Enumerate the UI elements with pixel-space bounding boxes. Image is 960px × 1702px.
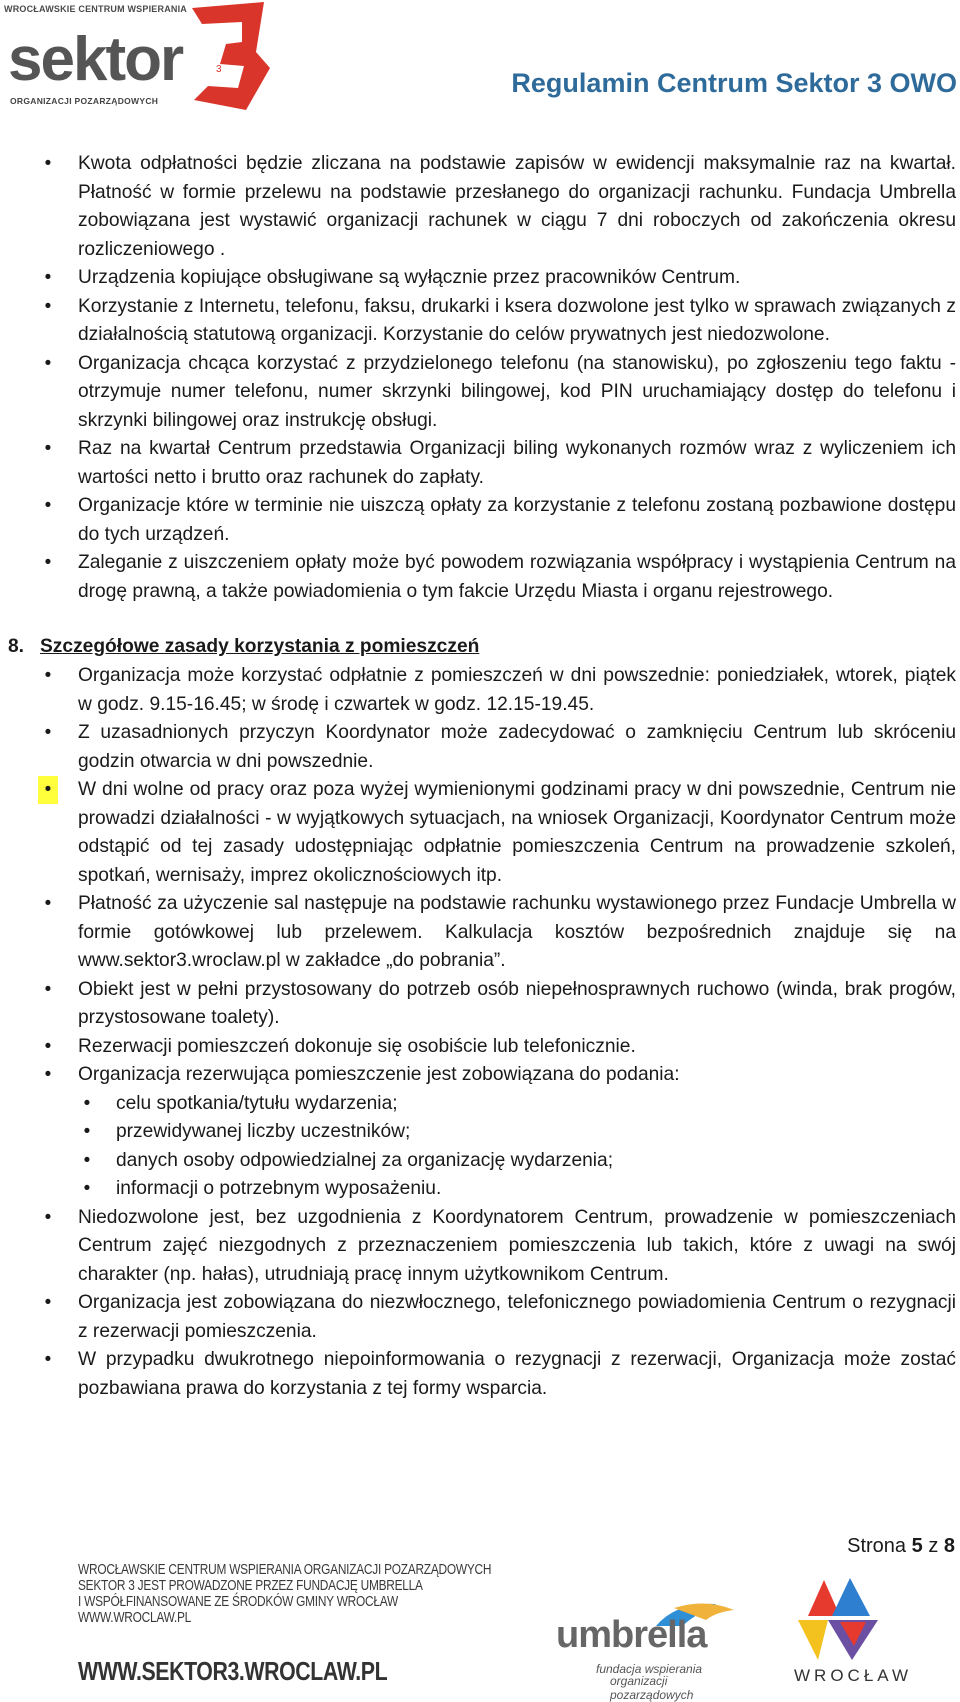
list-item-text: Zaleganie z uiszczeniem opłaty może być powodem rozwiązania współpracy i wystąpienia Centrum na drogę prawną, a także powiadomienia o tym fakcie Urzędu Miasta i organu rejestrowego.: [78, 552, 956, 602]
bullet-icon: •: [44, 1064, 52, 1085]
list-item: [0, 776, 960, 890]
bullet-icon: •: [44, 665, 52, 686]
list-item: [0, 1346, 960, 1403]
list-item: [0, 1033, 960, 1062]
bullet-icon: •: [44, 893, 52, 914]
list-item-text: danych osoby odpowiedzialnej za organizację wydarzenia;: [116, 1149, 614, 1171]
list-item-text: Organizacja chcąca korzystać z przydzielonego telefonu (na stanowisku), po zgłoszeniu tego faktu - otrzymuje numer telefonu, numer skrzynki bilingowej, kod PIN uruchamiający dostęp do telefonu i skrzynki bilingowej oraz instrukcję obsługi.: [78, 352, 956, 431]
sub-list-item: [0, 1175, 960, 1204]
list-item-text: Rezerwacji pomieszczeń dokonuje się osobiście lub telefonicznie.: [78, 1035, 636, 1057]
bullet-list-top: [0, 150, 960, 606]
logo-top-text: WROCŁAWSKIE CENTRUM WSPIERANIA: [4, 4, 187, 14]
umbrella-logo: [556, 1600, 746, 1702]
bullet-icon: •: [44, 438, 52, 459]
footer-line: I WSPÓŁFINANSOWANE ZE ŚRODKÓW GMINY WROCŁAW: [78, 1594, 398, 1610]
list-item: [0, 293, 960, 350]
bullet-icon: •: [44, 295, 52, 317]
bullet-list-end: [0, 1204, 960, 1404]
list-item-text: Raz na kwartał Centrum przedstawia Organizacji biling wykonanych rozmów wraz z wyliczeniem ich wartości netto i brutto oraz rachunek do zapłaty.: [78, 438, 956, 488]
footer-website: WWW.SEKTOR3.WROCLAW.PL: [78, 1656, 388, 1686]
list-item-text: celu spotkania/tytułu wydarzenia;: [116, 1092, 398, 1114]
list-item: [0, 1289, 960, 1346]
umbrella-tagline-1: fundacja wspierania: [596, 1662, 703, 1676]
list-item: [0, 150, 960, 264]
list-item-text: Niedozwolone jest, bez uzgodnienia z Koordynatorem Centrum, prowadzenie w pomieszczeniach Centrum zajęć niezgodnych z przeznaczeniem pomieszczenia lub takich, które z uwagi na swój charakter (np. hałas), utrudniają pracę innym użytkownikom Centrum.: [78, 1206, 956, 1285]
bullet-icon: •: [83, 1178, 91, 1199]
umbrella-wordmark: umbrella: [556, 1614, 707, 1656]
list-item-text: W dni wolne od pracy oraz poza wyżej wymienionymi godzinami pracy w dni powszednie, Centrum nie prowadzi działalności - w wyjątkowych sytuacjach, na wniosek Organizacji, Koordynator Centrum może odstąpić od tej zasady udostępniając odpłatnie pomieszczenia Centrum na prowadzenie szkoleń, spotkań, wernisaży, imprez okolicznościowych itp.: [78, 779, 956, 886]
list-item-text: Organizacja rezerwująca pomieszczenie jest zobowiązana do podania:: [78, 1064, 680, 1085]
bullet-icon: •: [44, 1035, 52, 1057]
list-item-text: Z uzasadnionych przyczyn Koordynator może zadecydować o zamknięciu Centrum lub skróceniu godzin otwarcia w dni powszednie.: [78, 722, 956, 772]
list-item-text: Płatność za użyczenie sal następuje na podstawie rachunku wystawionego przez Fundacje Umbrella w formie gotówkowej lub przelewem. Kalkulacja kosztów bezpośrednich znajduje się na www.sektor3.wroclaw.pl w zakładce „do pobrania”.: [78, 893, 956, 971]
bullet-icon: •: [44, 722, 52, 743]
wroclaw-emblem-icon: [788, 1576, 888, 1666]
bullet-icon: •: [83, 1121, 91, 1142]
bullet-icon: •: [44, 153, 52, 174]
footer-info: [78, 1562, 491, 1626]
page-number: [847, 1535, 955, 1558]
list-item-text: Urządzenia kopiujące obsługiwane są wyłącznie przez pracowników Centrum.: [78, 267, 741, 288]
list-item: [0, 976, 960, 1033]
logo-number: 3: [216, 64, 222, 75]
list-item: [0, 1061, 960, 1090]
list-item-text: informacji o potrzebnym wyposażeniu.: [116, 1178, 442, 1199]
sub-list-item: [0, 1118, 960, 1147]
section-heading: [0, 633, 960, 662]
list-item-text: przewidywanej liczby uczestników;: [116, 1121, 411, 1142]
bullet-icon: •: [83, 1149, 91, 1171]
list-item-text: Korzystanie z Internetu, telefonu, faksu, drukarki i ksera dozwolone jest tylko w sprawach związanych z działalnością statutową organizacji. Korzystanie do celów prywatnych jest niedozwolone.: [78, 295, 956, 345]
document-body: [0, 150, 960, 1403]
list-item: [0, 492, 960, 549]
wroclaw-wordmark: WROCŁAW: [794, 1666, 913, 1685]
list-item: [0, 662, 960, 719]
page-prefix: Strona: [847, 1535, 907, 1557]
list-item: [0, 549, 960, 606]
bullet-icon: •: [44, 552, 52, 573]
footer-line: WROCŁAWSKIE CENTRUM WSPIERANIA ORGANIZACJI POZARZĄDOWYCH: [78, 1562, 492, 1578]
highlighted-bullet-icon: •: [38, 776, 58, 804]
bullet-icon: •: [44, 978, 52, 1000]
bullet-icon: •: [44, 1206, 52, 1228]
page-current: 5: [911, 1535, 923, 1557]
logo-subtitle: ORGANIZACJI POZARZĄDOWYCH: [10, 96, 159, 106]
list-item-text: Organizacje które w terminie nie uiszczą opłaty za korzystanie z telefonu zostaną pozbawione dostępu do tych urządzeń.: [78, 495, 956, 545]
bullet-icon: •: [83, 1092, 91, 1114]
section-number: 8.: [8, 636, 25, 657]
sub-list-item: [0, 1147, 960, 1176]
page-header: [0, 0, 960, 120]
list-item: [0, 719, 960, 776]
logo-word: sektor: [8, 25, 183, 94]
list-item-text: Organizacja może korzystać odpłatnie z pomieszczeń w dni powszednie: poniedziałek, wtorek, piątek w godz. 9.15-16.45; w środę i czwartek w godz. 12.15-19.45.: [78, 665, 956, 715]
list-item: [0, 264, 960, 293]
list-item-text: Kwota odpłatności będzie zliczana na podstawie zapisów w ewidencji maksymalnie raz na kwartał. Płatność w formie przelewu na podstawie przesłanego do organizacji rachunku. Fundacja Umbrella zobowiązana jest wystawić organizacji rachunek w ciągu 7 dni roboczych od zakończenia okresu rozliczeniowego .: [78, 153, 956, 260]
bullet-icon: •: [44, 267, 52, 288]
footer-line: WWW.WROCLAW.PL: [78, 1610, 192, 1626]
list-item-text: Organizacja jest zobowiązana do niezwłocznego, telefonicznego powiadomienia Centrum o rezygnacji z rezerwacji pomieszczenia.: [78, 1292, 956, 1342]
bullet-icon: •: [44, 495, 52, 516]
bullet-list-section: [0, 662, 960, 1090]
sub-bullet-list: [0, 1090, 960, 1204]
bullet-icon: •: [44, 1292, 52, 1313]
bullet-icon: •: [44, 1349, 52, 1370]
wroclaw-logo: [788, 1576, 913, 1686]
bullet-icon: •: [44, 352, 52, 374]
logo-three-graphic: [186, 2, 270, 110]
section-title: Szczegółowe zasady korzystania z pomieszczeń: [40, 636, 480, 657]
footer-line: SEKTOR 3 JEST PROWADZONE PRZEZ FUNDACJĘ UMBRELLA: [78, 1578, 423, 1594]
list-item: [0, 350, 960, 436]
page-footer: [0, 1560, 960, 1702]
list-item-text: Obiekt jest w pełni przystosowany do potrzeb osób niepełnosprawnych ruchowo (winda, brak progów, przystosowane toalety).: [78, 978, 956, 1028]
page-sep: z: [928, 1535, 939, 1557]
sub-list-item: [0, 1090, 960, 1119]
list-item: [0, 435, 960, 492]
list-item: [0, 890, 960, 976]
list-item: [0, 1204, 960, 1290]
list-item-text: W przypadku dwukrotnego niepoinformowania o rezygnacji z rezerwacji, Organizacja może zostać pozbawiana prawa do korzystania z tej formy wsparcia.: [78, 1349, 956, 1399]
umbrella-tagline-2: organizacji pozarządowych: [610, 1674, 694, 1702]
page-total: 8: [943, 1535, 955, 1557]
document-title: Regulamin Centrum Sektor 3 OWO: [511, 68, 957, 98]
